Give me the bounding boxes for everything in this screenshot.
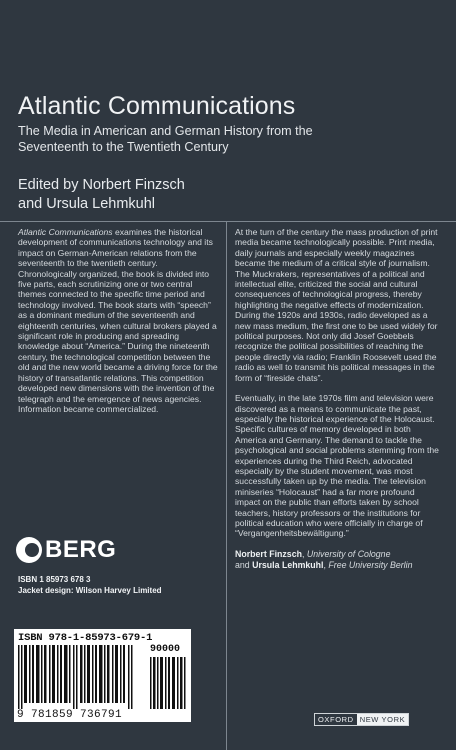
barcode-bars-icon bbox=[18, 645, 134, 709]
blurb-paragraph-3: Eventually, in the late 1970s film and television were discovered as a means to communicate the past, especially the historical experience of the Holocaust. Specific cultures of memory developed in both America and Germany. The demand to tackle the psychological and social problems stemming from the experiences during the Third Reich, advocated especially by the student movement, was most successfully taken up by the media. The television miniseries “Holocaust” had a far more profound impact on the public than efforts taken by school teachers, history professors or the institutions for political education who were officially in charge of “Vergangenheitsbewältigung.” bbox=[235, 393, 439, 539]
barcode-addon-bars-icon bbox=[150, 657, 186, 709]
distributor-oxford: OXFORD bbox=[315, 714, 357, 725]
publisher-logo-text: BERG bbox=[45, 536, 117, 563]
barcode-isbn: ISBN 978-1-85973-679-1 bbox=[18, 632, 153, 644]
author-2-name: Ursula Lehmkuhl bbox=[252, 559, 324, 570]
editors-line-2: and Ursula Lehmkuhl bbox=[18, 196, 156, 212]
editors bbox=[18, 176, 318, 214]
distributor-new-york: NEW YORK bbox=[357, 714, 409, 725]
jacket-design-credit: Jacket design: Wilson Harvey Limited bbox=[18, 586, 162, 595]
editors-line-1: Edited by Norbert Finzsch bbox=[18, 177, 185, 193]
isbn-info bbox=[18, 574, 162, 596]
blurb-right-column bbox=[235, 227, 442, 571]
book-subtitle: The Media in American and German History from the Seventeenth to the Twentieth Century bbox=[18, 124, 313, 154]
blurb-paragraph-2: At the turn of the century the mass production of print media became technologically possible. Print media, daily journals and especially weekly magazines became the medium of a critical style of journalism. The Muckrakers, representatives of a political and intellectual elite, criticized the social and cultural consequences of technological progress, thereby highlighting the negative effects of modernization. During the 1920s and 1930s, radio developed as a new mass medium, the first one to be used widely for political purposes. Not only did Josef Goebbels recognize the political possibilities of reaching the people directly via radio; Franklin Roosevelt used the radio as well to transmit his political messages in the form of “fireside chats”. bbox=[235, 227, 438, 383]
author-1 bbox=[235, 549, 442, 560]
book-title: Atlantic Communications bbox=[18, 92, 296, 120]
isbn-short: ISBN 1 85973 678 3 bbox=[18, 575, 91, 584]
author-affiliations bbox=[235, 549, 442, 571]
horizontal-divider bbox=[0, 221, 456, 222]
barcode-box bbox=[14, 629, 191, 722]
blurb-left-column bbox=[18, 227, 218, 424]
author-2-prefix: and bbox=[235, 559, 253, 570]
blurb-book-title-italic: Atlantic Communications bbox=[18, 227, 113, 237]
vertical-divider bbox=[226, 222, 227, 750]
author-2 bbox=[235, 560, 442, 571]
blurb-paragraph-1-text: examines the historical development of communications technology and its impact on German-American relations from the seventeenth to the twentieth century. Chronologically organized, the book is divided into five parts, each scrutinizing one or two central themes connected to the specific time period and technology involved. The book starts with “speech” as a dominant medium of the seventeenth and eighteenth centuries, when cultural brokers played a significant role in producing and spreading knowledge about “America.” During the nineteenth century, the technological competition between the old and the new world became a driving force for the history of transatlantic relations. This competition developed new dimensions with the invention of the telegraph and the emergence of news agencies. Information became commercialized. bbox=[18, 227, 218, 414]
author-1-separator: , bbox=[301, 548, 307, 559]
berg-logo-icon bbox=[16, 537, 42, 563]
author-2-affiliation: Free University Berlin bbox=[328, 559, 413, 570]
blurb-paragraph-1 bbox=[18, 227, 218, 414]
barcode-addon: 90000 bbox=[150, 644, 181, 655]
distributor-mark bbox=[314, 713, 409, 726]
publisher-logo bbox=[16, 535, 116, 565]
author-1-affiliation: University of Cologne bbox=[306, 548, 391, 559]
author-2-separator: , bbox=[323, 559, 329, 570]
author-1-name: Norbert Finzsch bbox=[235, 548, 302, 559]
barcode-digits: 9 781859 736791 bbox=[17, 709, 123, 721]
